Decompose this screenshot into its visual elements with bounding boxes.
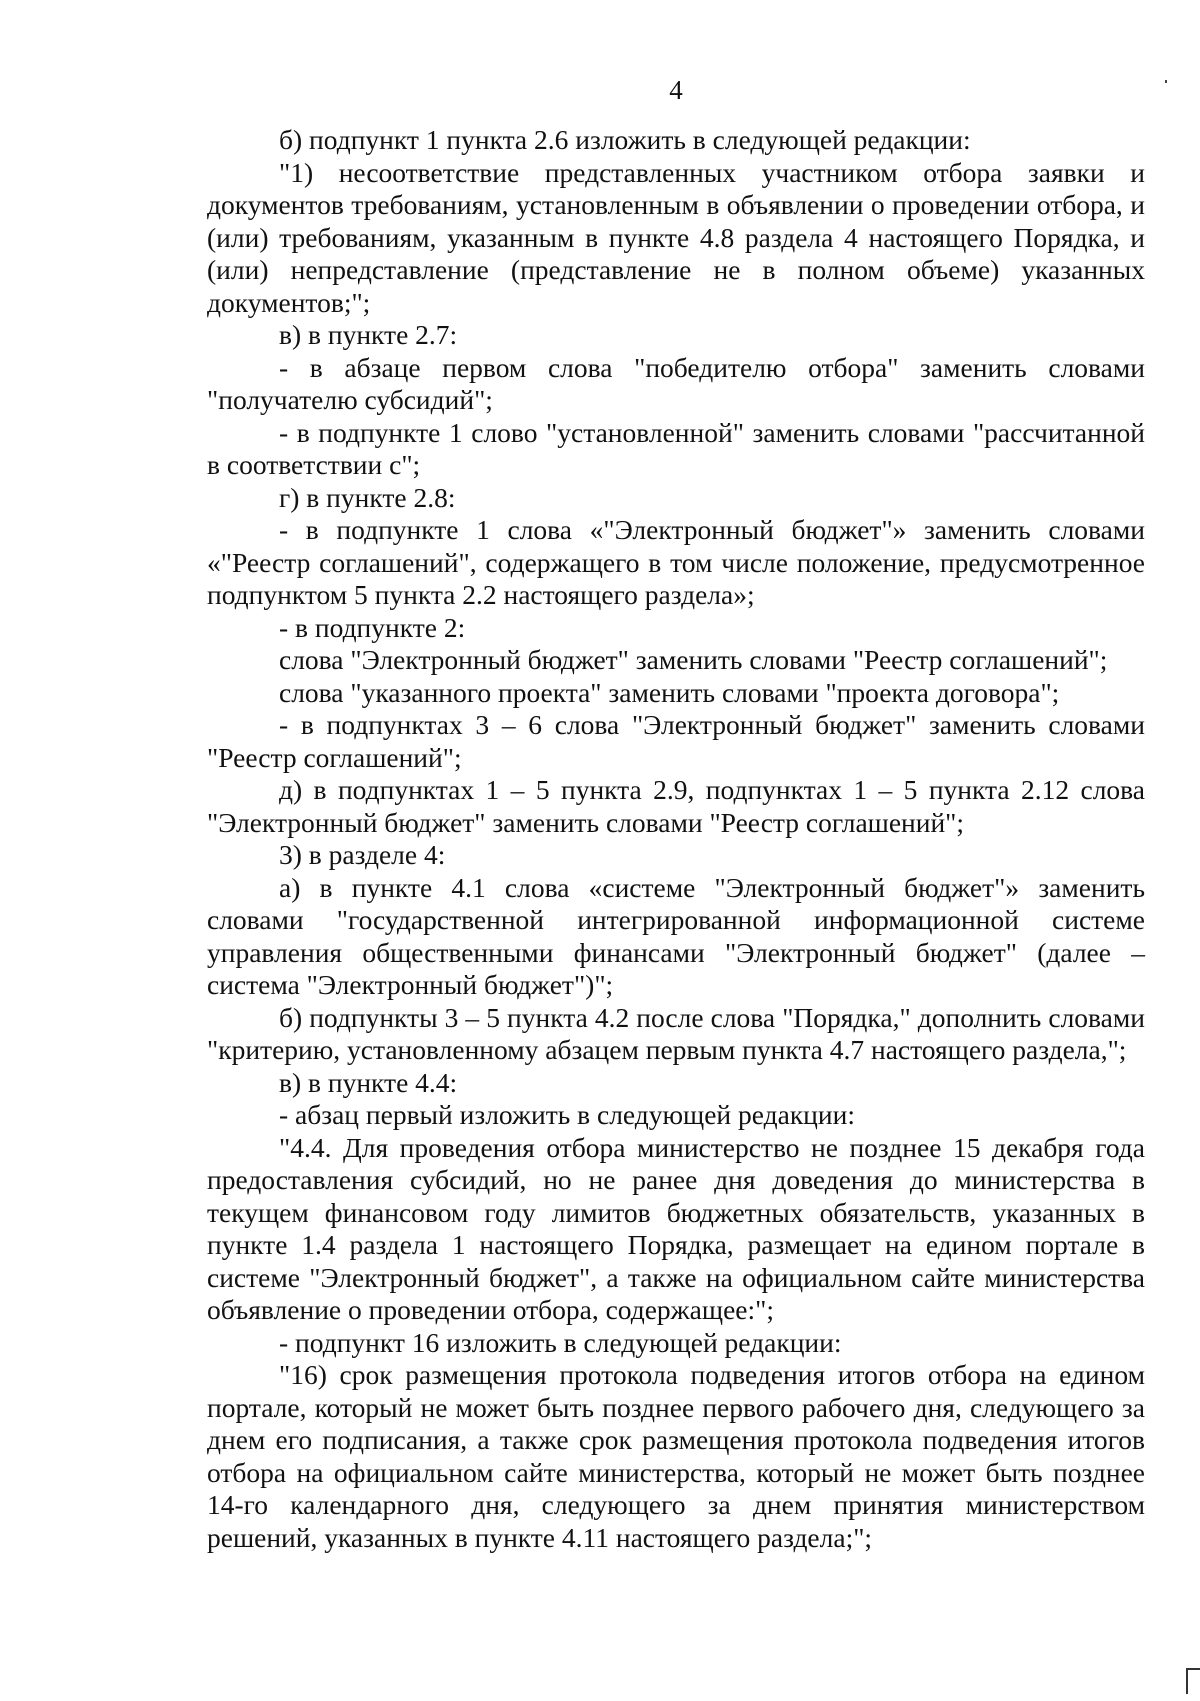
paragraph: - абзац первый изложить в следующей редакции: <box>279 1099 855 1130</box>
paragraph: - в абзаце первом слова "победителю отбора" заменить словами "получателю субсидий"; <box>207 351 1145 415</box>
paragraph: "1) несоответствие представленных участником отбора заявки и документов требованиям, установленным в объявлении о проведении отбора, и (или) требованиям, указанным в пункте 4.8 раздела 4 настоящего Порядка, и (или) непредставление (представление не в полном объеме) указанных документов;"; <box>207 156 1145 318</box>
scan-speck <box>1165 80 1167 83</box>
paragraph: "4.4. Для проведения отбора министерство не позднее 15 декабря года предоставления субсидий, но не ранее дня доведения до министерства в текущем финансовом году лимитов бюджетных обязательств, указанных в пункте 1.4 раздела 1 настоящего Порядка, размещает на едином портале в системе "Электронный бюджет", а также на официальном сайте министерства объявление о проведении отбора, содержащее:"; <box>207 1131 1145 1325</box>
scan-corner-mark <box>1186 1668 1200 1694</box>
page-number: 4 <box>669 75 683 105</box>
paragraph: б) подпункты 3 – 5 пункта 4.2 после слова "Порядка," дополнить словами "критерию, установленному абзацем первым пункта 4.7 настоящего раздела,"; <box>207 1001 1145 1065</box>
paragraph: слова "Электронный бюджет" заменить словами "Реестр соглашений"; <box>279 644 1108 675</box>
paragraph: г) в пункте 2.8: <box>279 481 456 513</box>
paragraph: "16) срок размещения протокола подведения итогов отбора на едином портале, который не может быть позднее первого рабочего дня, следующего за днем его подписания, а также срок размещения протокола подведения итогов отбора на официальном сайте министерства, который не может быть позднее 14-го календарного дня, следующего за днем принятия министерством решений, указанных в пункте 4.11 настоящего раздела;"; <box>207 1359 1145 1553</box>
paragraph: - в подпункте 1 слово "установленной" заменить словами "рассчитанной в соответствии с"; <box>207 416 1145 480</box>
paragraph: - в подпунктах 3 – 6 слова "Электронный бюджет" заменить словами "Реестр соглашений"; <box>207 709 1145 773</box>
paragraph: - в подпункте 1 слова «"Электронный бюджет"» заменить словами «"Реестр соглашений", содержащего в том числе положение, предусмотренное подпунктом 5 пункта 2.2 настоящего раздела»; <box>207 514 1145 610</box>
paragraph: а) в пункте 4.1 слова «системе "Электронный бюджет"» заменить словами "государственной интегрированной информационной системе управления общественными финансами "Электронный бюджет" (далее – система "Электронный бюджет")"; <box>207 871 1145 1000</box>
paragraph: - в подпункте 2: <box>279 611 466 643</box>
paragraph: в) в пункте 4.4: <box>279 1066 458 1098</box>
paragraph: б) подпункт 1 пункта 2.6 изложить в следующей редакции: <box>279 124 971 155</box>
paragraph: слова "указанного проекта" заменить словами "проекта договора"; <box>279 676 1060 708</box>
document-body <box>207 124 1145 1554</box>
paragraph: в) в пункте 2.7: <box>279 319 458 350</box>
paragraph: - подпункт 16 изложить в следующей редакции: <box>279 1326 842 1358</box>
paragraph: 3) в разделе 4: <box>279 839 446 870</box>
paragraph: д) в подпунктах 1 – 5 пункта 2.9, подпунктах 1 – 5 пункта 2.12 слова "Электронный бюджет" заменить словами "Реестр соглашений"; <box>207 774 1145 838</box>
